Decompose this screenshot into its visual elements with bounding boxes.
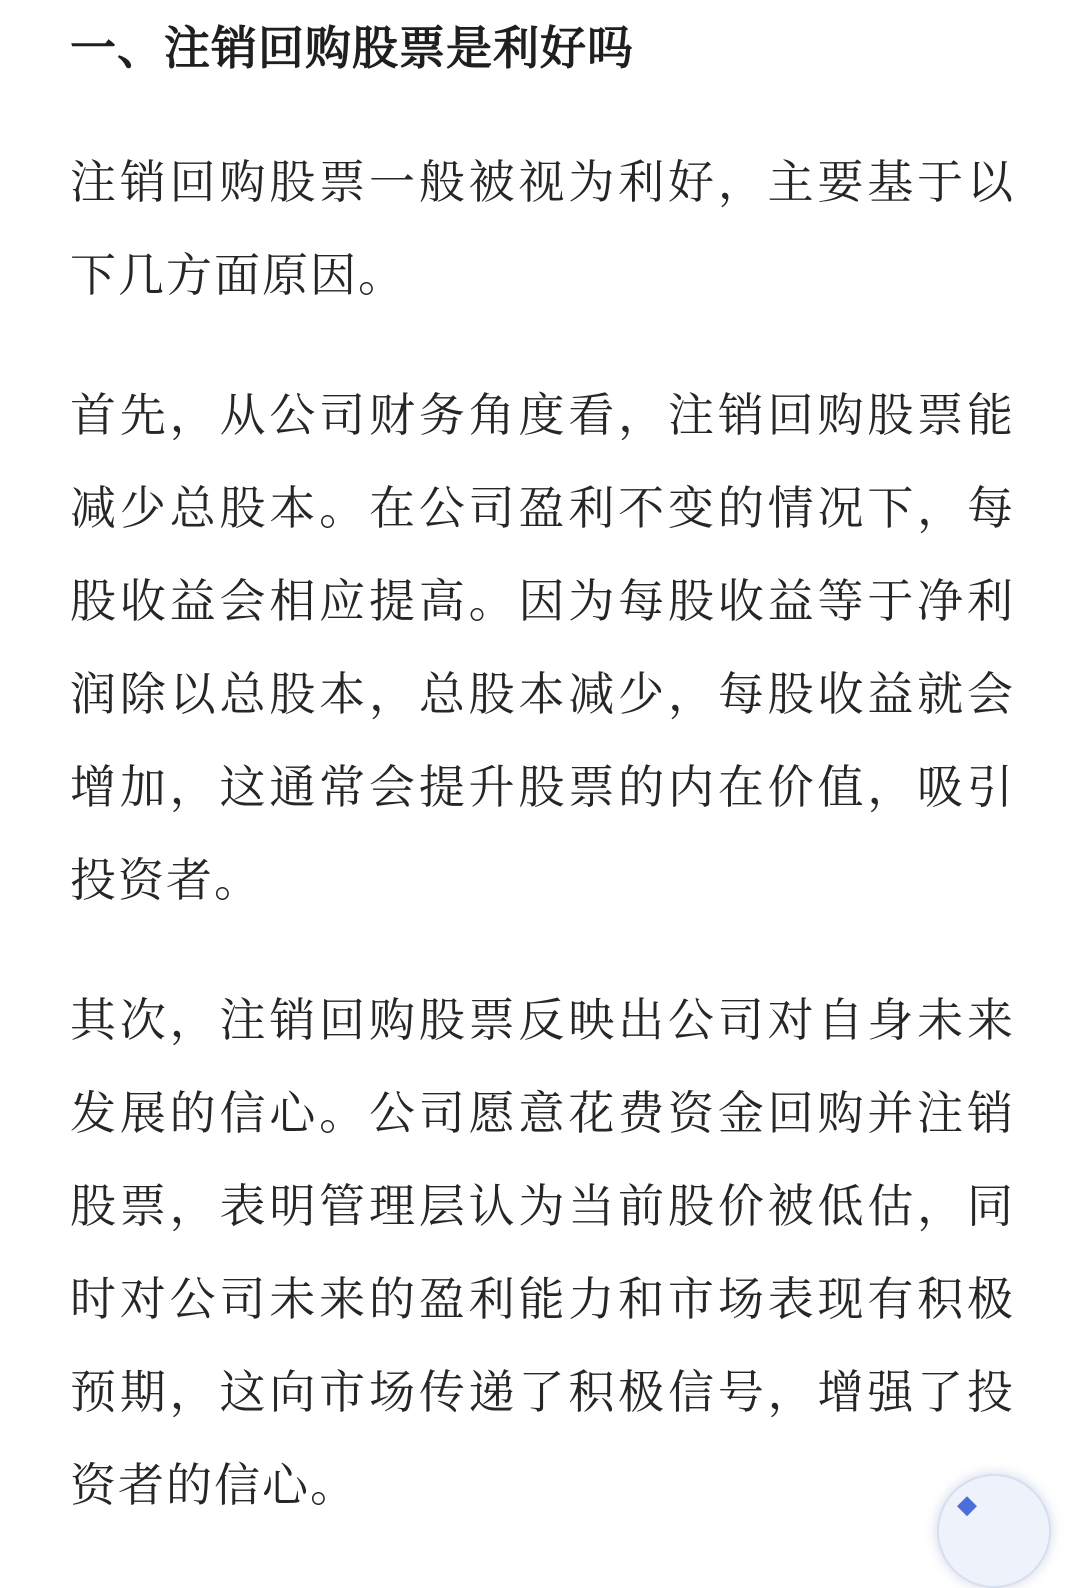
assistant-floating-button[interactable] bbox=[937, 1474, 1051, 1588]
assistant-icon: ◆ bbox=[957, 1490, 977, 1520]
article-heading: 一、注销回购股票是利好吗 bbox=[70, 21, 634, 75]
article bbox=[70, 0, 1015, 1532]
paragraph-financial: 首先，从公司财务角度看，注销回购股票能减少总股本。在公司盈利不变的情况下，每股收益会相应提高。因为每股收益等于净利润除以总股本，总股本减少，每股收益就会增加，这通常会提升股票的内在价值，吸引投资者。 bbox=[70, 388, 1015, 907]
paragraph-confidence: 其次，注销回购股票反映出公司对自身未来发展的信心。公司愿意花费资金回购并注销股票，表明管理层认为当前股价被低估，同时对公司未来的盈利能力和市场表现有积极预期，这向市场传递了积极信号，增强了投资者的信心。 bbox=[70, 993, 1015, 1512]
paragraph-intro: 注销回购股票一般被视为利好，主要基于以下几方面原因。 bbox=[70, 155, 1015, 302]
